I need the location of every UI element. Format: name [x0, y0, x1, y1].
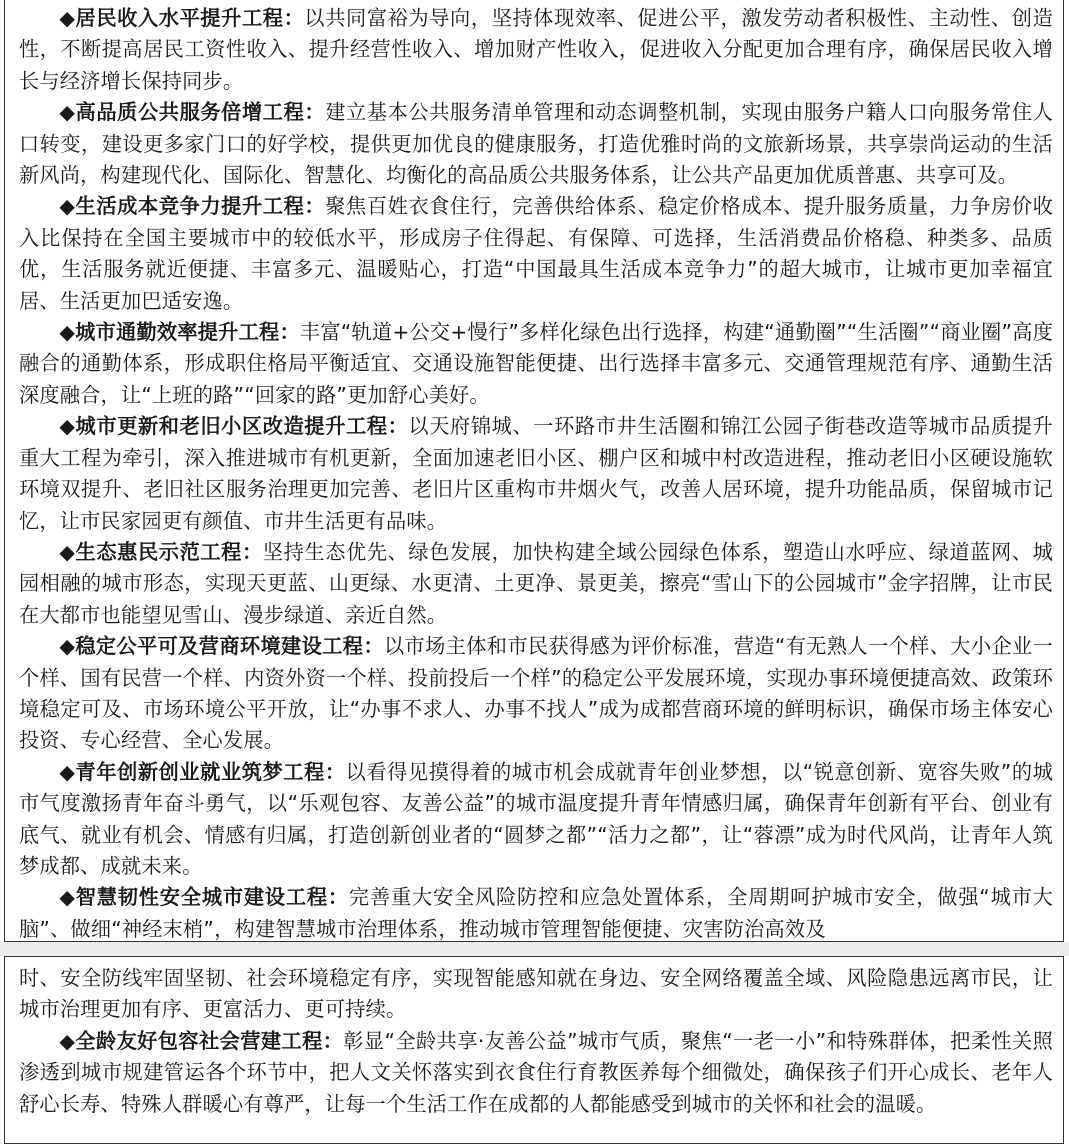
paragraph-income: [19, 3, 1053, 97]
section-body: 时、安全防线牢固坚韧、社会环境稳定有序，实现智能感知就在身边、安全网络覆盖全域、风险隐患远离市民，让城市治理更加有序、更富活力、更可持续。: [19, 966, 1053, 1022]
section-body: 以共同富裕为导向，坚持体现效率、促进公平，激发劳动者积极性、主动性、创造性，不断提高居民工资性收入、提升经营性收入、增加财产性收入，促进收入分配更加合理有序，确保居民收入增长与经济增长保持同步。: [19, 6, 1054, 93]
paragraph-living-cost: [19, 191, 1053, 317]
section-title: 稳定公平可及营商环境建设工程：: [75, 634, 384, 659]
diamond-bullet-icon: ◆: [59, 1028, 76, 1053]
paragraph-youth: [19, 757, 1053, 883]
section-body: 聚焦百姓衣食住行，完善供给体系、稳定价格成本、提升服务质量，力争房价收入比保持在全国主要城市中的较低水平，形成房子住得起、有保障、可选择，生活消费品价格稳、种类多、品质优，生活服务就近便捷、丰富多元、温暖贴心，打造“中国最具生活成本竞争力”的超大城市，让城市更加幸福宜居、生活更加巴适安逸。: [19, 194, 1053, 313]
diamond-bullet-icon: ◆: [59, 414, 76, 439]
article-panel-top: [4, 0, 1064, 942]
section-title: 居民收入水平提升工程：: [75, 6, 305, 30]
diamond-bullet-icon: ◆: [59, 100, 76, 125]
diamond-bullet-icon: ◆: [59, 539, 76, 564]
diamond-bullet-icon: ◆: [59, 634, 76, 659]
section-body: 丰富“轨道+公交+慢行”多样化绿色出行选择，构建“通勤圈”“生活圈”“商业圈”高度融合的通勤体系，形成职住格局平衡适宜、交通设施智能便捷、出行选择丰富多元、交通管理规范有序、通勤生活深度融合，让“上班的路”“回家的路”更加舒心美好。: [19, 320, 1054, 407]
diamond-bullet-icon: ◆: [59, 759, 76, 784]
paragraph-smart-city-continued: [19, 963, 1053, 1026]
diamond-bullet-icon: ◆: [59, 320, 76, 345]
diamond-bullet-icon: ◆: [59, 6, 76, 30]
paragraph-commute: [19, 317, 1053, 411]
article-panel-bottom: [4, 956, 1064, 1144]
section-title: 智慧韧性安全城市建设工程：: [75, 885, 349, 910]
section-body: 坚持生态优先、绿色发展，加快构建全域公园绿色体系，塑造山水呼应、绿道蓝网、城园相融的城市形态，实现天更蓝、山更绿、水更清、土更净、景更美，擦亮“雪山下的公园城市”金字招牌，让市民在大都市也能望见雪山、漫步绿道、亲近自然。: [19, 539, 1053, 627]
section-title: 高品质公共服务倍增工程：: [75, 100, 326, 125]
section-title: 生活成本竞争力提升工程：: [75, 194, 326, 219]
section-body: 以天府锦城、一环路市井生活圈和锦江公园子街巷改造等城市品质提升重大工程为牵引，深入推进城市有机更新，全面加速老旧小区、棚户区和城中村改造进程，推动老旧小区硬设施软环境双提升、老旧社区服务治理更加完善、老旧片区重构市井烟火气，改善人居环境，提升功能品质，保留城市记忆，让市民家园更有颜值、市井生活更有品味。: [19, 414, 1053, 533]
section-body: 建立基本公共服务清单管理和动态调整机制，实现由服务户籍人口向服务常住人口转变，建设更多家门口的好学校，提供更加优良的健康服务，打造优雅时尚的文旅新场景，共享崇尚运动的生活新风尚，构建现代化、国际化、智慧化、均衡化的高品质公共服务体系，让公共产品更加优质普惠、共享可及。: [19, 100, 1053, 188]
paragraph-ecology: [19, 537, 1053, 631]
section-title: 青年创新创业就业筑梦工程：: [75, 759, 346, 784]
paragraph-business-env: [19, 631, 1053, 757]
section-title: 全龄友好包容社会营建工程：: [75, 1028, 344, 1053]
paragraph-public-service: [19, 97, 1053, 191]
section-body: 以市场主体和市民获得感为评价标准，营造“有无熟人一个样、大小企业一个样、国有民营一个样、内资外资一个样、投前投后一个样”的稳定公平发展环境，实现办事环境便捷高效、政策环境稳定可及、市场环境公平开放，让“办事不求人、办事不找人”成为成都营商环境的鲜明标识，确保市场主体安心投资、专心经营、全心发展。: [19, 634, 1053, 753]
section-body: 完善重大安全风险防控和应急处置体系，全周期呵护城市安全，做强“城市大脑”、做细“神经末梢”，构建智慧城市治理体系，推动城市管理智能便捷、灾害防治高效及: [19, 885, 1053, 941]
section-body: 以看得见摸得着的城市机会成就青年创业梦想，以“锐意创新、宽容失败”的城市气度激扬青年奋斗勇气，以“乐观包容、友善公益”的城市温度提升青年情感归属，确保青年创新有平台、创业有底气、就业有机会、情感有归属，打造创新创业者的“圆梦之都”“活力之都”，让“蓉漂”成为时代风尚，让青年人筑梦成都、成就未来。: [19, 759, 1053, 878]
diamond-bullet-icon: ◆: [59, 194, 76, 219]
paragraph-all-age: [19, 1026, 1053, 1120]
section-body: 彰显“全龄共享·友善公益”城市气质，聚焦“一老一小”和特殊群体，把柔性关照渗透到城市规建管运各个环节中，把人文关怀落实到衣食住行育教医养每个细微处，确保孩子们开心成长、老年人舒心长寿、特殊人群暖心有尊严，让每一个生活工作在成都的人都能感受到城市的关怀和社会的温暖。: [19, 1028, 1053, 1116]
page-divider: [0, 942, 1069, 956]
section-title: 城市更新和老旧小区改造提升工程：: [75, 414, 409, 439]
paragraph-smart-city: [19, 882, 1053, 942]
section-title: 生态惠民示范工程：: [75, 539, 263, 564]
diamond-bullet-icon: ◆: [59, 885, 76, 910]
paragraph-urban-renewal: [19, 411, 1053, 537]
section-title: 城市通勤效率提升工程：: [75, 320, 300, 345]
